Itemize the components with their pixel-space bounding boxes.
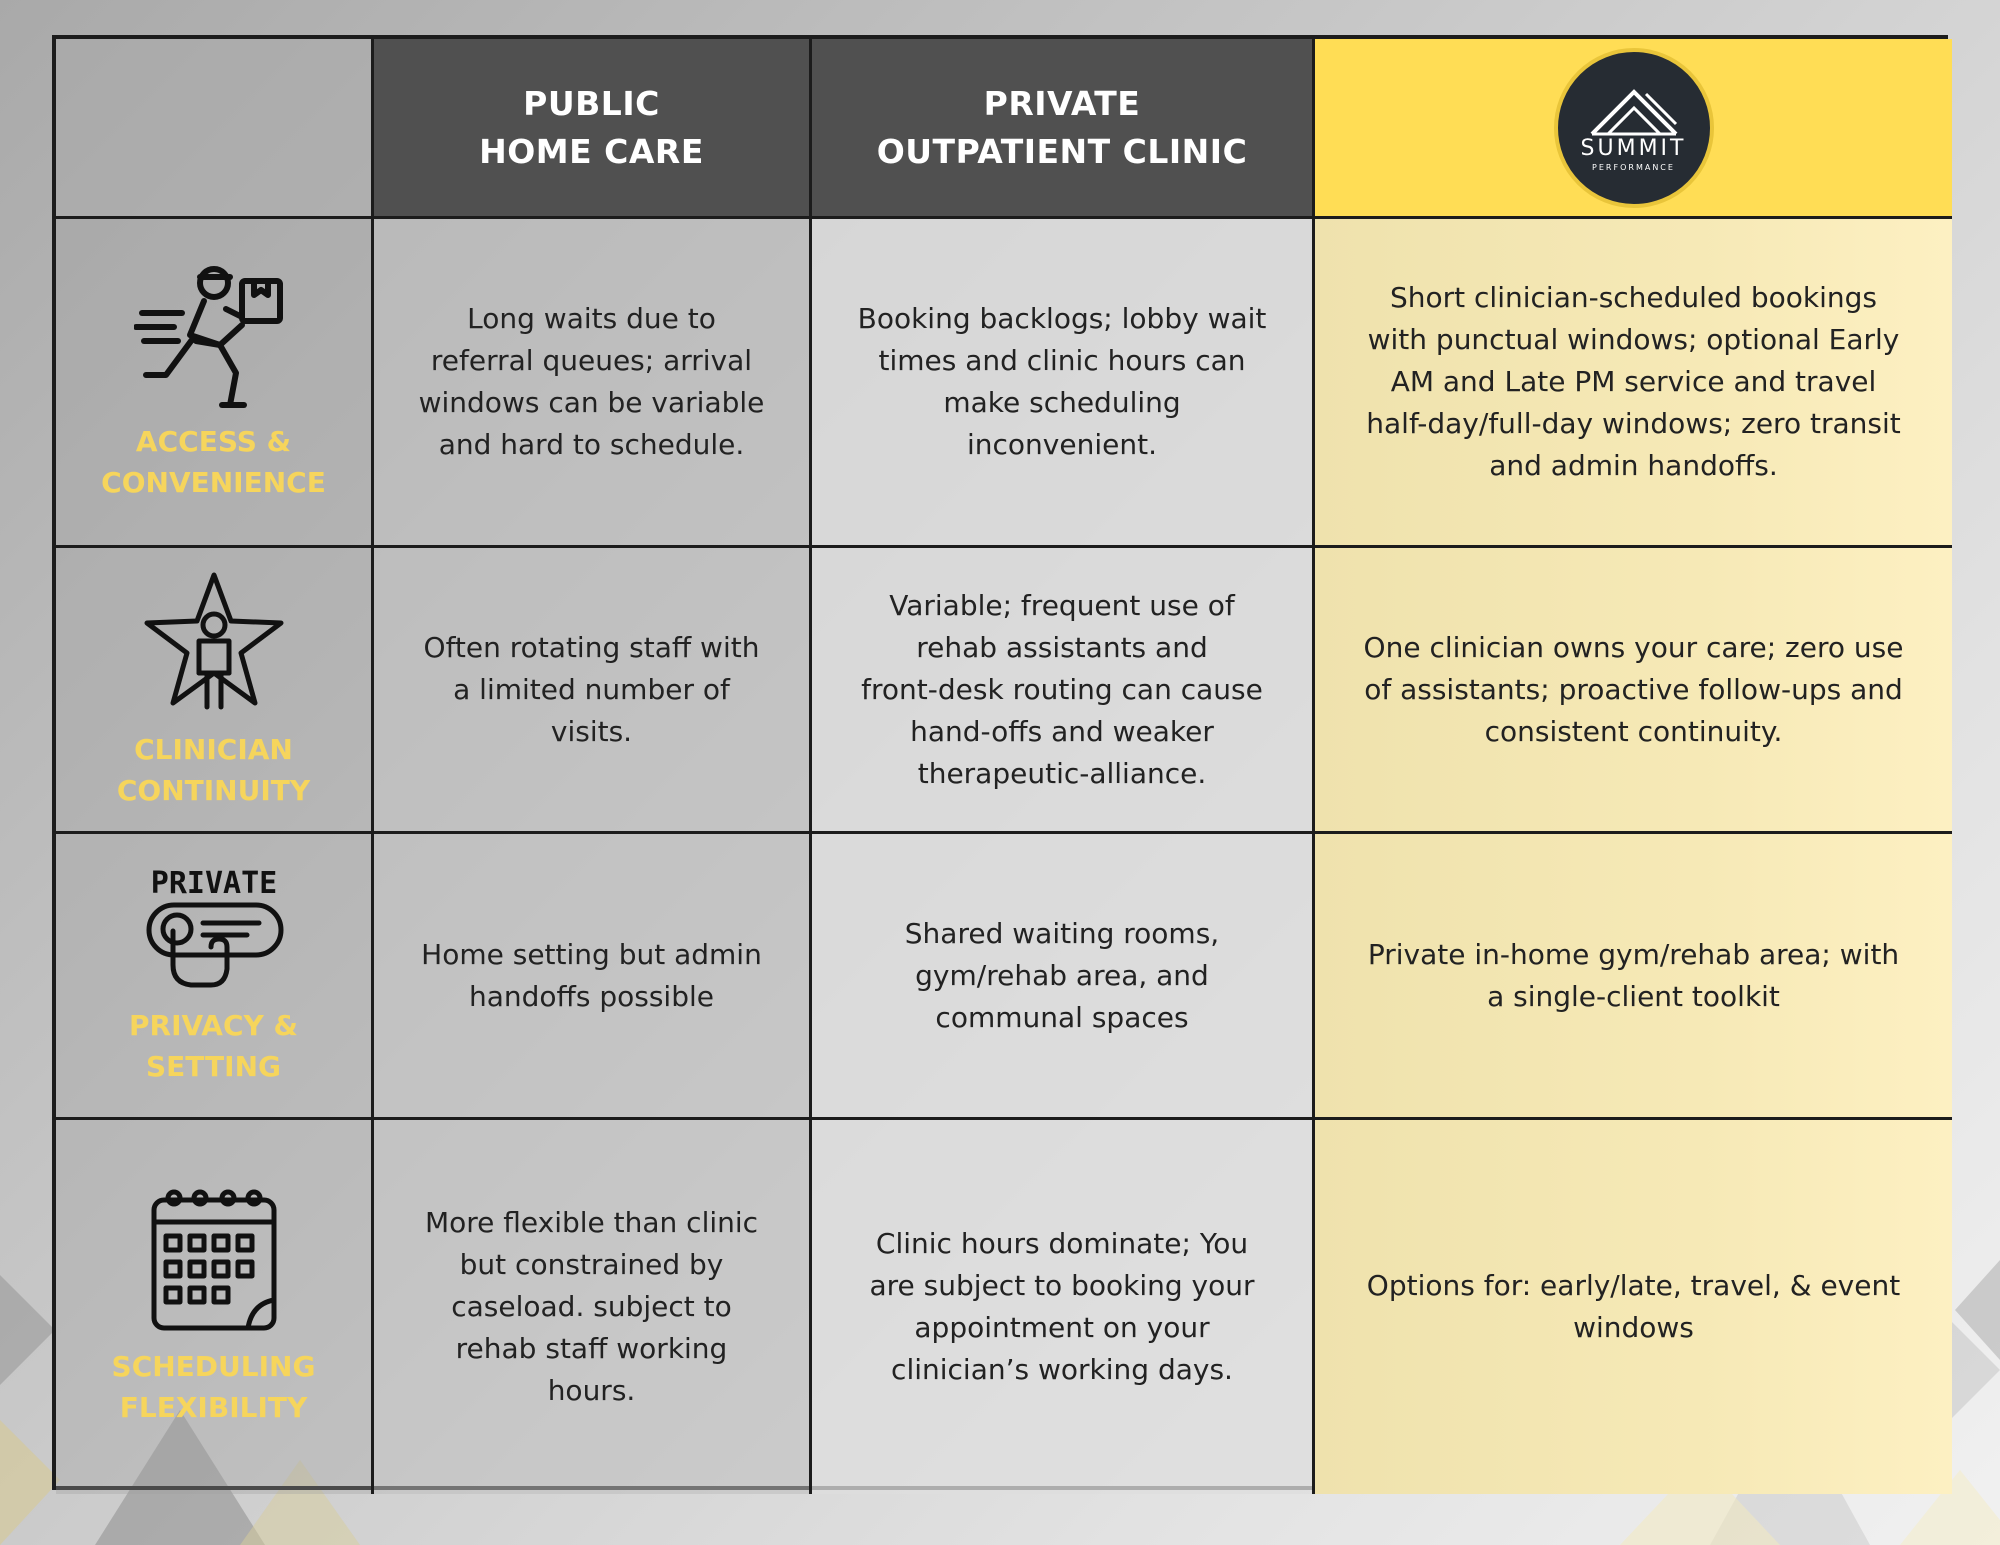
cell-line: One clinician owns your care; zero use [1363,630,1904,664]
cell-public-continuity [374,548,812,834]
cell-line: Short clinician-scheduled bookings [1390,281,1877,314]
row-label-line: FLEXIBILITY [119,1391,308,1424]
cell-line: Options for: early/late, travel, & event [1366,1269,1901,1302]
header-line: HOME CARE [479,131,704,171]
header-corner [56,39,374,219]
cell-line: rehab staff working [455,1332,728,1365]
cell-line: a limited number of [453,672,730,706]
cell-line: of assistants; proactive follow-ups and [1364,672,1903,706]
header-public-home-care [374,39,812,219]
row-label-access [56,219,374,548]
delivery-person-icon [134,261,294,411]
cell-line: Private in-home gym/rehab area; with [1367,937,1900,971]
header-line: PRIVATE [983,83,1141,123]
cell-public-scheduling [374,1120,812,1494]
cell-line: make scheduling [943,386,1181,419]
brand-subtitle: PERFORMANCE [1592,162,1675,172]
row-label-continuity [56,548,374,834]
cell-line: Often rotating staff with [423,630,760,664]
cell-line: consistent continuity. [1484,714,1783,748]
header-line: PUBLIC [523,83,660,123]
private-icon-text: PRIVATE [150,865,277,901]
cell-line: windows [1573,1311,1694,1344]
header-line: OUTPATIENT CLINIC [876,131,1248,171]
cell-line: times and clinic hours can [878,344,1246,377]
cell-line: hand-offs and weaker [910,714,1214,748]
cell-line: More flexible than clinic [424,1206,759,1239]
row-label-line: SETTING [146,1049,281,1083]
cell-line: half-day/full-day windows; zero transit [1366,407,1901,440]
header-summit-brand [1315,39,1952,219]
cell-line: Booking backlogs; lobby wait [857,302,1267,335]
cell-summit-privacy [1315,834,1952,1120]
cell-line: referral queues; arrival [430,344,753,377]
cell-line: rehab assistants and [916,630,1208,664]
cell-line: Long waits due to [467,302,716,335]
mountain-icon [1588,84,1680,140]
private-button-icon [139,865,289,995]
row-label-privacy [56,834,374,1120]
cell-line: AM and Late PM service and travel [1390,365,1877,398]
cell-line: gym/rehab area, and [915,958,1209,992]
cell-summit-scheduling [1315,1120,1952,1494]
cell-line: Clinic hours dominate; You [875,1227,1249,1260]
cell-private-privacy [812,834,1315,1120]
row-label-line: ACCESS & [135,425,292,458]
cell-line: caseload. subject to [451,1290,732,1323]
header-private-outpatient-clinic [812,39,1315,219]
row-label-line: CLINICIAN [134,732,293,766]
cell-private-scheduling [812,1120,1315,1494]
cell-public-privacy [374,834,812,1120]
cell-line: with punctual windows; optional Early [1367,323,1900,356]
brand-name: SUMMIT [1580,135,1687,161]
cell-summit-continuity [1315,548,1952,834]
calendar-icon [144,1186,284,1336]
cell-line: communal spaces [935,1000,1189,1034]
row-label-scheduling [56,1120,374,1494]
row-label-line: SCHEDULING [111,1350,316,1383]
cell-private-continuity [812,548,1315,834]
cell-line: Home setting but admin [421,937,762,971]
cell-line: therapeutic-alliance. [917,756,1207,790]
cell-line: Shared waiting rooms, [904,916,1220,950]
cell-line: clinician’s working days. [891,1353,1233,1386]
cell-line: handoffs possible [469,979,714,1013]
cell-private-access [812,219,1315,548]
cell-line: but constrained by [459,1248,724,1281]
row-label-line: CONTINUITY [116,773,311,807]
cell-line: a single-client toolkit [1487,979,1780,1013]
cell-line: front-desk routing can cause [861,672,1263,706]
cell-line: inconvenient. [967,428,1157,461]
cell-public-access [374,219,812,548]
star-person-icon [139,569,289,719]
cell-line: windows can be variable [418,386,765,419]
summit-logo [1554,48,1714,208]
cell-line: Variable; frequent use of [889,588,1235,622]
comparison-table [52,35,1948,1490]
cell-line: and admin handoffs. [1489,449,1778,482]
cell-line: hours. [547,1374,636,1407]
cell-line: are subject to booking your [869,1269,1255,1302]
row-label-line: PRIVACY & [129,1008,298,1042]
cell-line: visits. [550,714,633,748]
cell-summit-access [1315,219,1952,548]
cell-line: appointment on your [914,1311,1210,1344]
cell-line: and hard to schedule. [438,428,745,461]
row-label-line: CONVENIENCE [101,466,326,499]
